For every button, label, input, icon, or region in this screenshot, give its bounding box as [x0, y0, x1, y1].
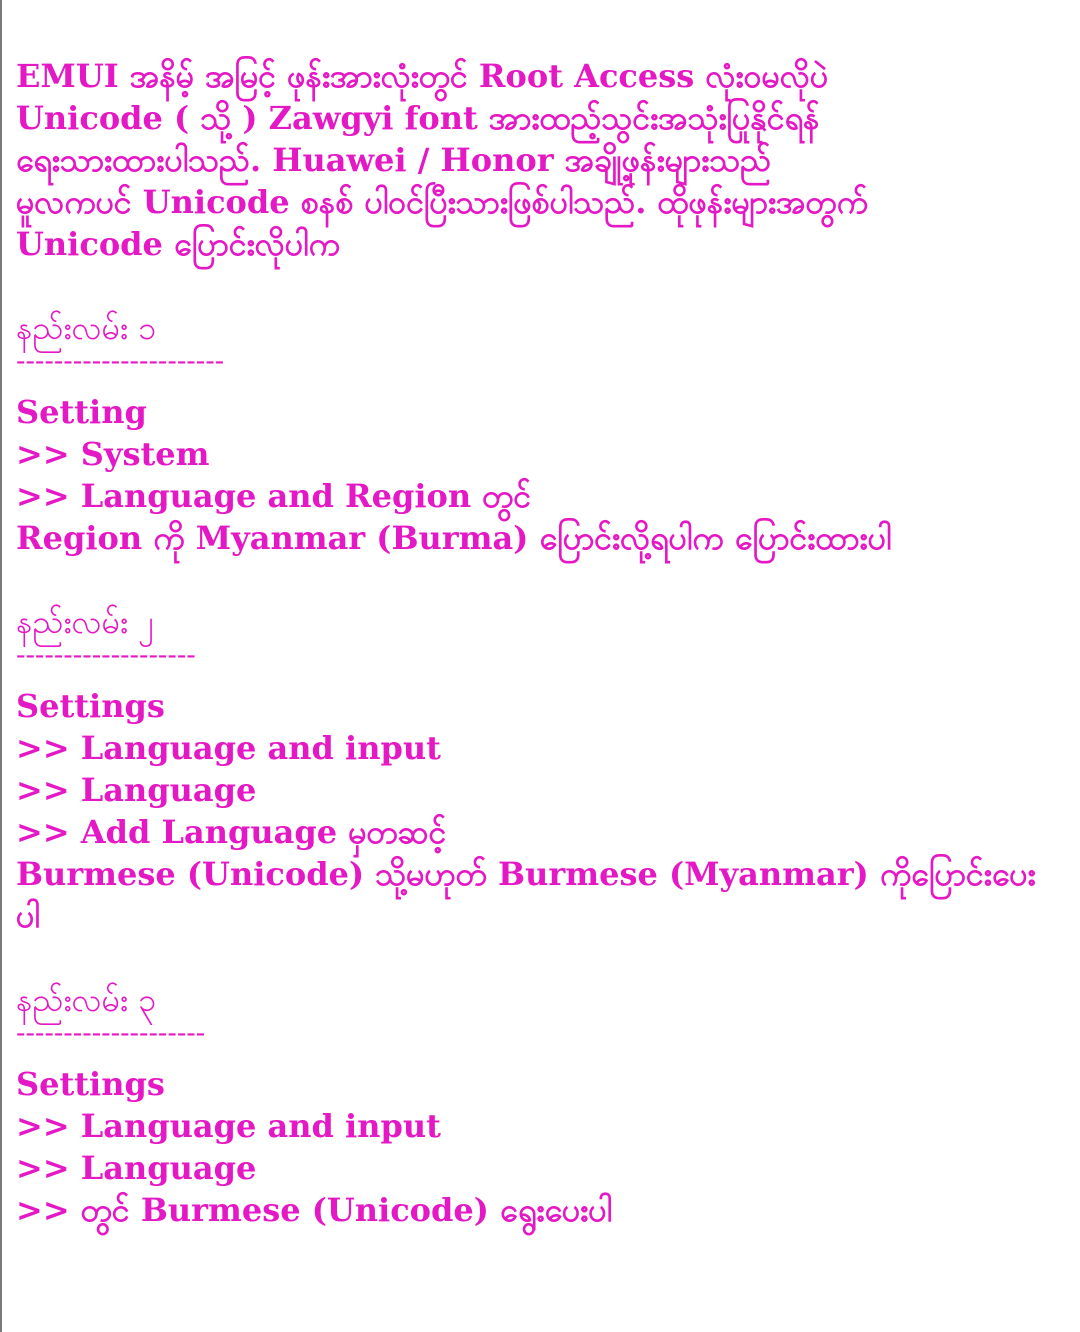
- intro-line: ရေးသားထားပါသည်. Huawei / Honor အချို့ဖုန်းများသည်: [16, 141, 772, 179]
- method-3-step: >> Language: [16, 1149, 257, 1187]
- intro-line: Unicode ပြောင်းလိုပါက: [16, 225, 340, 263]
- method-2-step: Burmese (Unicode) သို့မဟုတ် Burmese (Myanmar) ကိုပြောင်းပေး: [16, 855, 1036, 893]
- method-3-divider: --------------------: [16, 1021, 206, 1049]
- method-2-step: >> Add Language မှတဆင့်: [16, 813, 447, 851]
- method-3-section: [16, 979, 1066, 1231]
- method-1-step: >> Language and Region တွင်: [16, 477, 532, 515]
- method-2-step: ပါ: [16, 897, 40, 935]
- method-1-divider: ----------------------: [16, 349, 225, 377]
- note-content: [16, 55, 1066, 1231]
- method-2-step: Settings: [16, 687, 165, 725]
- method-1-section: [16, 307, 1066, 559]
- intro-line: မူလကပင် Unicode စနစ် ပါဝင်ပြီးသားဖြစ်ပါသည်. ထိုဖုန်းများအတွက်: [16, 183, 868, 221]
- intro-line: EMUI အနိမ့် အမြင့် ဖုန်းအားလုံးတွင် Root Access လုံးဝမလိုပဲ: [16, 57, 829, 95]
- method-2-section: [16, 601, 1066, 937]
- intro-line: Unicode ( သို့ ) Zawgyi font အားထည့်သွင်းအသုံးပြုနိုင်ရန်: [16, 99, 820, 137]
- method-1-heading: နည်းလမ်း ၁: [16, 309, 157, 347]
- blank-line: [16, 265, 1066, 307]
- blank-line: [16, 937, 1066, 979]
- method-2-step: >> Language: [16, 771, 257, 809]
- method-3-step: >> တွင် Burmese (Unicode) ရွေးပေးပါ: [16, 1191, 613, 1229]
- left-border: [0, 0, 2, 1332]
- method-1-step: Region ကို Myanmar (Burma) ပြောင်းလို့ရပါက ပြောင်းထားပါ: [16, 519, 892, 557]
- method-1-step: >> System: [16, 435, 210, 473]
- blank-line: [16, 559, 1066, 601]
- method-1-step: Setting: [16, 393, 147, 431]
- method-3-heading: နည်းလမ်း ၃: [16, 981, 157, 1019]
- method-3-step: >> Language and input: [16, 1107, 441, 1145]
- method-2-heading: နည်းလမ်း ၂: [16, 603, 154, 641]
- method-2-step: >> Language and input: [16, 729, 441, 767]
- intro-paragraph: [16, 55, 1066, 265]
- method-3-step: Settings: [16, 1065, 165, 1103]
- method-2-divider: -------------------: [16, 643, 196, 671]
